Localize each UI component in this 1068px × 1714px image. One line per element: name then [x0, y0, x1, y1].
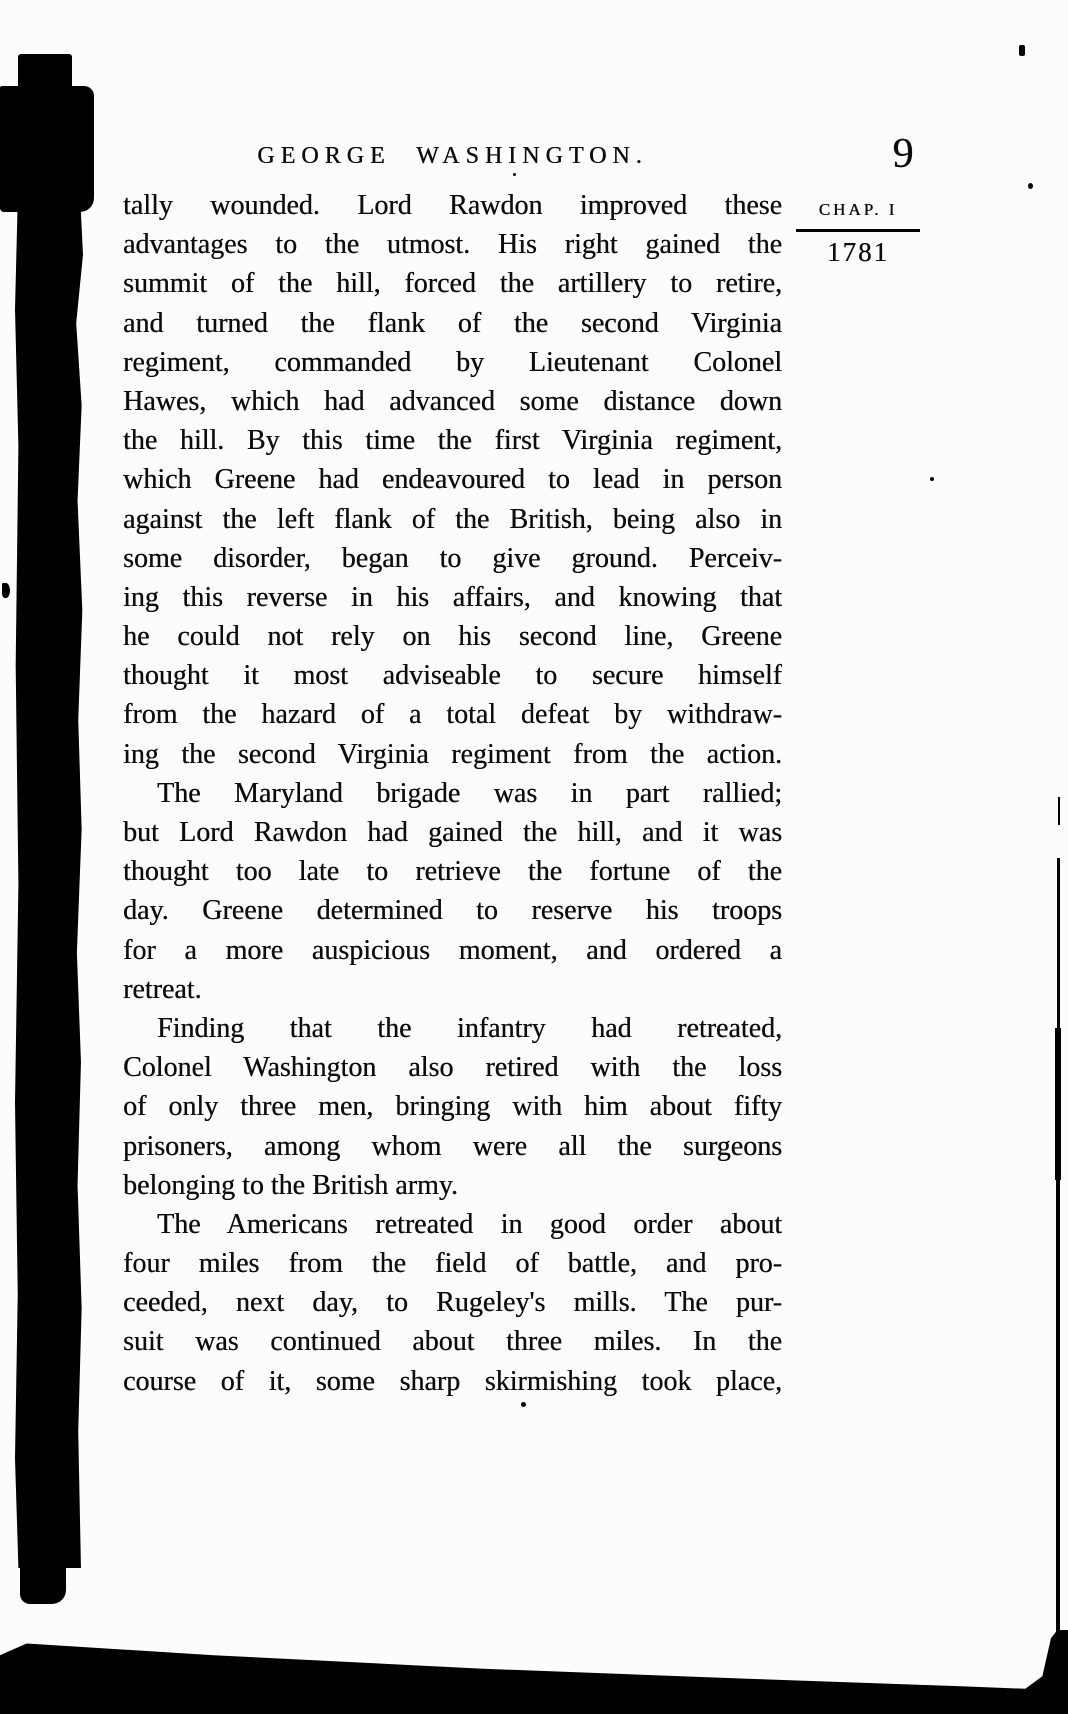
ink-speck [2, 583, 10, 598]
margin-rule [796, 229, 920, 232]
paragraph [123, 186, 782, 774]
text-line: course of it, some sharp skirmishing took place, [123, 1365, 782, 1397]
binding-gutter-shadow [15, 200, 83, 1568]
text-line: thought too late to retrieve the fortune of the [123, 856, 782, 888]
text-line: tally wounded. Lord Rawdon improved these [123, 190, 782, 221]
text-line: belonging to the British army. [123, 1169, 458, 1201]
text-line: the hill. By this time the first Virginia regiment, [123, 425, 782, 457]
ink-speck [513, 173, 516, 176]
ink-speck [521, 1402, 526, 1407]
ink-speck [1028, 183, 1033, 189]
chapter-note: CHAP. I [818, 200, 898, 219]
text-line: some disorder, began to give ground. Perceiv- [123, 542, 782, 574]
page-edge-line [1058, 797, 1060, 825]
text-line: of only three men, bringing with him about fifty [123, 1091, 782, 1123]
ink-speck [930, 477, 934, 481]
text-line: four miles from the field of battle, and pro- [123, 1248, 782, 1280]
text-line: which Greene had endeavoured to lead in person [123, 464, 782, 496]
text-line: ing the second Virginia regiment from the action. [123, 738, 782, 770]
text-line: from the hazard of a total defeat by withdraw- [123, 699, 782, 731]
text-line: ing this reverse in his affairs, and knowing that [123, 581, 782, 613]
text-line: Finding that the infantry had retreated, [157, 1012, 782, 1044]
text-line: retreat. [123, 973, 202, 1005]
text-line: ceeded, next day, to Rugeley's mills. The pur- [123, 1287, 782, 1319]
year-note: 1781 [827, 237, 889, 267]
text-line: and turned the flank of the second Virginia [123, 307, 782, 339]
text-line: prisoners, among whom were all the surgeons [123, 1130, 782, 1162]
text-line: thought it most adviseable to secure himself [123, 660, 782, 692]
text-line: summit of the hill, forced the artillery to retire, [123, 268, 782, 300]
page-edge-line [1056, 1178, 1060, 1714]
binding-gutter-shadow [20, 1558, 66, 1604]
paragraph [123, 774, 782, 1009]
text-line: The Maryland brigade was in part rallied; [157, 777, 782, 809]
text-line: The Americans retreated in good order about [157, 1208, 782, 1240]
text-line: Colonel Washington also retired with the loss [123, 1052, 782, 1084]
page-edge-line [1057, 858, 1060, 1030]
text-line: but Lord Rawdon had gained the hill, and it was [123, 817, 782, 848]
page-number: 9 [892, 131, 914, 177]
binding-gutter-shadow [0, 86, 94, 212]
text-line: suit was continued about three miles. In the [123, 1326, 782, 1358]
page-edge-line [1055, 1028, 1061, 1180]
margin-notes [796, 200, 920, 268]
text-line: Hawes, which had advanced some distance down [123, 385, 782, 417]
text-line: advantages to the utmost. His right gained the [123, 229, 782, 261]
ink-speck [1019, 45, 1025, 56]
text-line: regiment, commanded by Lieutenant Colonel [123, 346, 782, 378]
running-title: GEORGE WASHINGTON. [257, 143, 648, 169]
text-line: day. Greene determined to reserve his troops [123, 895, 782, 927]
text-line: for a more auspicious moment, and ordered a [123, 934, 782, 966]
paragraph [123, 1205, 782, 1401]
scan-bottom-bar [0, 1630, 1068, 1714]
paragraph [123, 1009, 782, 1205]
text-line: he could not rely on his second line, Greene [123, 621, 782, 653]
text-line: against the left flank of the British, being also in [123, 503, 782, 535]
body-text [123, 186, 782, 1401]
